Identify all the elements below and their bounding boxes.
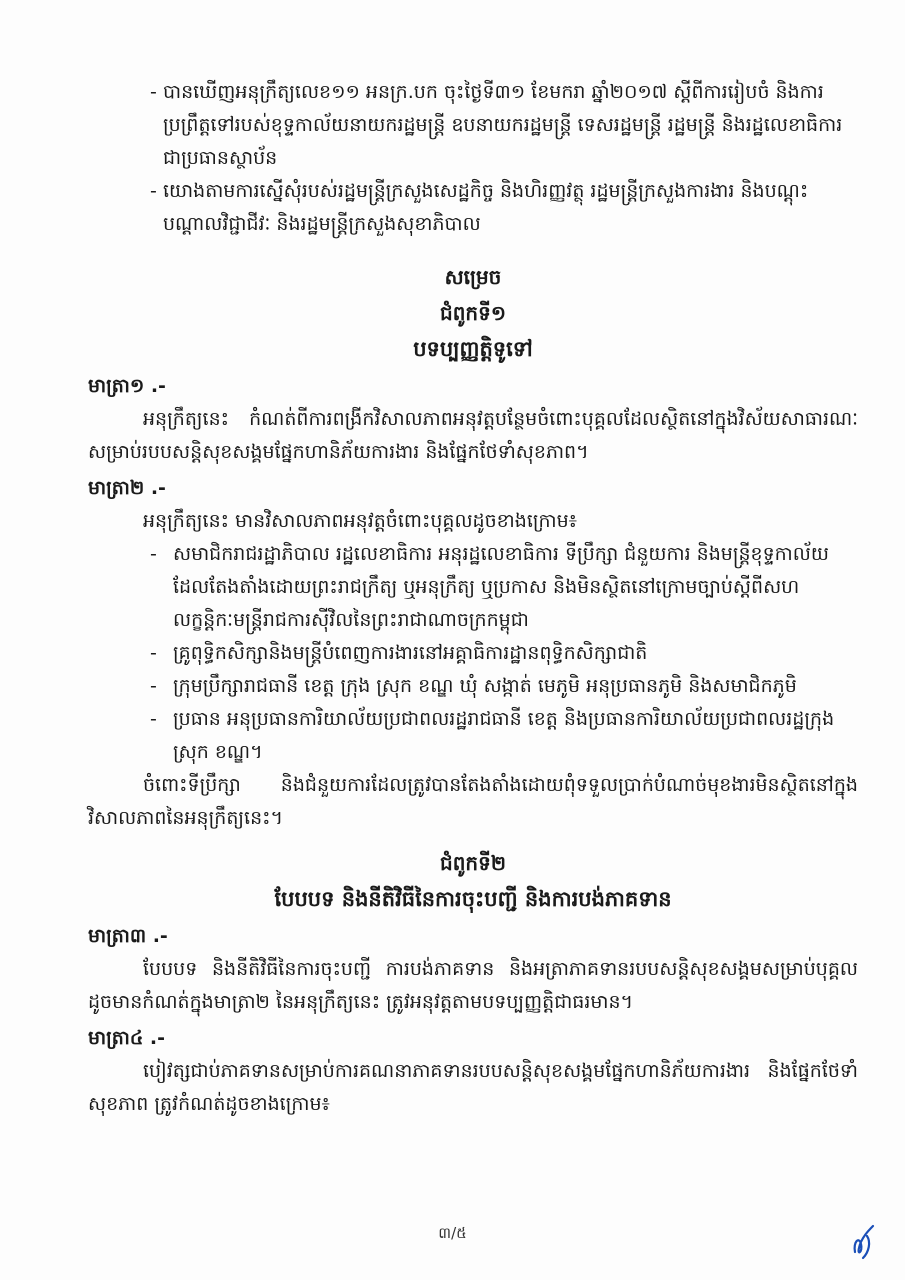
chapter-subtitle: បែបបទ និងនីតិវិធីនៃការចុះបញ្ជី និងការបង់ភាគទាន: [274, 887, 672, 911]
document-body: [88, 76, 858, 1121]
chapter-title: ជំពូកទី១: [440, 301, 506, 325]
bullet-dash: -: [150, 543, 157, 565]
handwritten-initial: [849, 1222, 879, 1262]
article-text: បៀវត្សជាប់ភាគទានសម្រាប់ការគណនាភាគទានរបបសន្តិសុខសង្គមផ្នែកហានិភ័យការងារ និងផ្នែកថែទាំសុខភាព ត្រូវកំណត់ដូចខាងក្រោម៖: [88, 1060, 858, 1115]
article-intro: អនុក្រឹត្យនេះ មានវិសាលភាពអនុវត្តចំពោះបុគ្គលដូចខាងក្រោម៖: [143, 510, 578, 532]
list-item: [88, 538, 858, 637]
list-item-text: គ្រូពុទ្ធិកសិក្សានិងមន្ត្រីបំពេញការងារនៅអគ្គាធិការដ្ឋានពុទ្ធិកសិក្សាជាតិ: [173, 642, 648, 664]
article-text: អនុក្រឹត្យនេះ កំណត់ពីការពង្រីកវិសាលភាពអនុវត្តបន្ថែមចំពោះបុគ្គលដែលស្ថិតនៅក្នុងវិស័យសាធារណៈ សម្រាប់របបសន្តិសុខសង្គមផ្នែកហានិភ័យការងារ និងផ្នែកថែទាំសុខភាព។: [88, 408, 858, 463]
bullet-dash: -: [150, 180, 157, 202]
bullet-dash: -: [150, 675, 157, 697]
decision-heading: សម្រេច: [444, 265, 502, 289]
article-closing: ចំពោះទីប្រឹក្សា និងជំនួយការដែលត្រូវបានតែងតាំងដោយពុំទទួលប្រាក់បំណាច់មុខងារមិនស្ថិតនៅក្នុងវិសាលភាពនៃអនុក្រឹត្យនេះ។: [88, 774, 858, 829]
preamble-item: [88, 175, 858, 241]
article-title: មាត្រា៣ .-: [88, 925, 168, 947]
article-title: មាត្រា១ .-: [88, 375, 166, 397]
chapter-subtitle: បទប្បញ្ញត្តិទូទៅ: [413, 337, 533, 361]
list-item-text: ក្រុមប្រឹក្សារាជធានី ខេត្ត ក្រុង ស្រុក ខណ្ឌ ឃុំ សង្កាត់ មេភូមិ អនុប្រធានភូមិ និងសមាជិកភូមិ: [173, 675, 797, 697]
bullet-dash: -: [150, 708, 157, 730]
preamble-text: យោងតាមការស្នើសុំរបស់រដ្ឋមន្ត្រីក្រសួងសេដ្ឋកិច្ច និងហិរញ្ញវត្ថុ រដ្ឋមន្ត្រីក្រសួងការងារ និងបណ្តុះបណ្តាលវិជ្ជាជីវៈ និងរដ្ឋមន្ត្រីក្រសួងសុខាភិបាល: [163, 180, 809, 235]
list-item: [88, 670, 858, 703]
bullet-dash: -: [150, 642, 157, 664]
article-title: មាត្រា២ .-: [88, 477, 166, 499]
chapter-title: ជំពូកទី២: [440, 851, 506, 875]
bullet-dash: -: [150, 81, 157, 103]
article-title: មាត្រា៤ .-: [88, 1027, 166, 1049]
preamble-text: បានឃើញអនុក្រឹត្យលេខ១១ អនក្រ.បក ចុះថ្ងៃទី៣១ ខែមករា ឆ្នាំ២០១៧ ស្តីពីការរៀបចំ និងការប្រព្រឹត្តទៅរបស់ខុទ្ទកាល័យនាយករដ្ឋមន្ត្រី ឧបនាយករដ្ឋមន្ត្រី ទេសរដ្ឋមន្ត្រី រដ្ឋមន្ត្រី និងរដ្ឋលេខាធិការជាប្រធានស្ថាប័ន: [163, 81, 843, 169]
list-item-text: ប្រធាន អនុប្រធានការិយាល័យប្រជាពលរដ្ឋរាជធានី ខេត្ត និងប្រធានការិយាល័យប្រជាពលរដ្ឋក្រុង ស្រុក ខណ្ឌ។: [173, 708, 835, 763]
list-item-text: សមាជិករាជរដ្ឋាភិបាល រដ្ឋលេខាធិការ អនុរដ្ឋលេខាធិការ ទីប្រឹក្សា ជំនួយការ និងមន្ត្រីខុទ្ទកាល័យ ដែលតែងតាំងដោយព្រះរាជក្រឹត្យ ឬអនុក្រឹត្យ ឬប្រកាស និងមិនស្ថិតនៅក្រោមច្បាប់ស្តីពីសហលក្ខន្តិកៈមន្ត្រីរាជការស៊ីវិលនៃព្រះរាជាណាចក្រកម្ពុជា: [173, 543, 829, 631]
article-text: បែបបទ និងនីតិវិធីនៃការចុះបញ្ជី ការបង់ភាគទាន និងអត្រាភាគទានរបបសន្តិសុខសង្គមសម្រាប់បុគ្គល ដូចមានកំណត់ក្នុងមាត្រា២ នៃអនុក្រឹត្យនេះ ត្រូវអនុវត្តតាមបទប្បញ្ញត្តិជាធរមាន។: [88, 958, 858, 1013]
list-item: [88, 637, 858, 670]
preamble-item: [88, 76, 858, 175]
page-number: ៣/៥: [438, 1224, 467, 1242]
list-item: [88, 703, 858, 769]
